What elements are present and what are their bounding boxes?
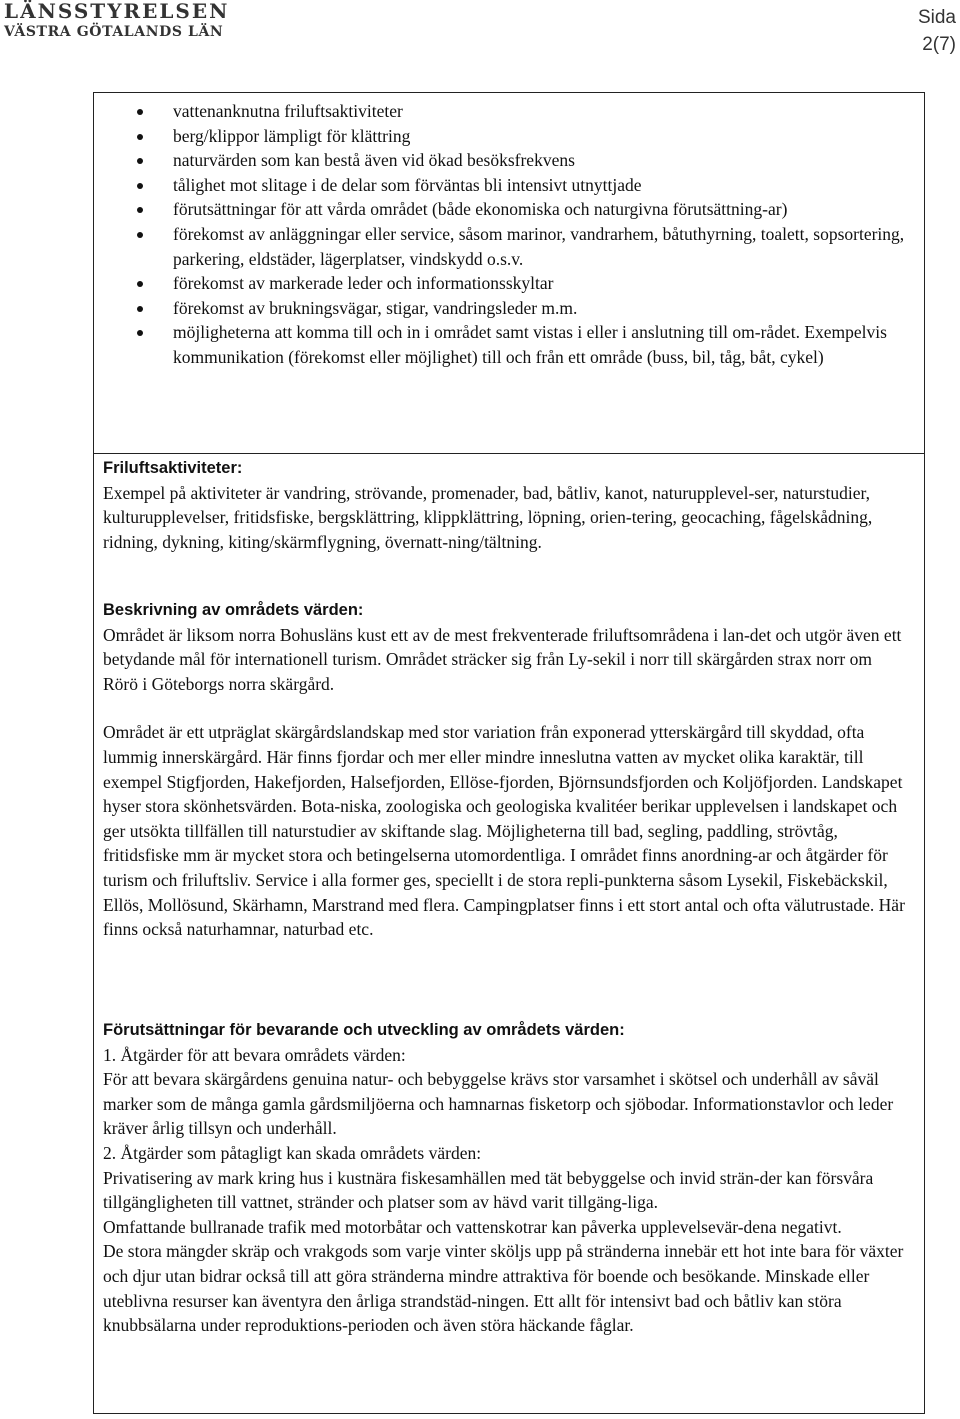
bullet-icon — [137, 134, 143, 140]
preservation-section — [103, 1018, 911, 1338]
agency-logo — [4, 0, 229, 42]
list-item: vattenanknutna friluftsaktiviteter — [173, 99, 905, 124]
friluft-text: Exempel på aktiviteter är vandring, strövande, promenader, bad, båtliv, kanot, naturupplevel-ser, naturstudier, kulturupplevelser, fritidsfiske, bergsklättring, klippklättring, löpning, orien-tering, geocaching, fågelskådning, ridning, dykning, kiting/skärmflygning, övernatt-ning/tältning. — [103, 482, 873, 552]
list-item: möjligheterna att komma till och in i området samt vistas i eller i anslutning till om-rådet. Exempelvis kommunikation (förekomst eller möjlighet) till och från ett område (buss, bil, tåg, båt, cykel) — [173, 320, 905, 369]
preservation-paragraph-2: Omfattande bullranade trafik med motorbåtar och vattenskotrar kan påverka upplevelsevär-dena negativt. — [103, 1216, 842, 1237]
friluft-section — [103, 456, 911, 554]
list-item: förutsättningar för att vårda området (både ekonomiska och naturgivna förutsättning-ar) — [173, 197, 905, 222]
preservation-subheading-2: 2. Åtgärder som påtagligt kan skada områdets värden: — [103, 1142, 482, 1163]
page-number: 2(7) — [922, 34, 956, 55]
values-heading: Beskrivning av områdets värden: — [103, 601, 364, 619]
logo-line-1: LÄNSSTYRELSEN — [4, 0, 230, 23]
preservation-subheading-1: 1. Åtgärder för att bevara områdets värden: — [103, 1044, 406, 1065]
page-number-block — [918, 4, 956, 58]
values-section — [103, 598, 911, 942]
list-item: förekomst av brukningsvägar, stigar, vandringsleder m.m. — [173, 296, 905, 321]
values-paragraph-1: Området är liksom norra Bohusläns kust ett av de mest frekventerade friluftsområdena i lan-det och utgör även ett betydande mål för internationell turism. Området sträcker sig från Ly-sekil i norr till skärgården strax norr om Rörö i Göteborgs norra skärgård. — [103, 624, 902, 694]
preservation-text-1: För att bevara skärgårdens genuina natur- och bebyggelse krävs stor varsamhet i skötsel och underhåll av såväl marker som de många gamla gårdsmiljöerna och hamnarnas fisketorp och sjöbodar. Informationstavlor och leder kräver årlig tillsyn och underhåll. — [103, 1069, 894, 1139]
bullet-icon — [137, 183, 143, 189]
list-item: förekomst av markerade leder och informationsskyltar — [173, 271, 905, 296]
bullet-icon — [137, 109, 143, 115]
bullet-icon — [137, 330, 143, 336]
list-item: förekomst av anläggningar eller service, såsom marinor, vandrarhem, båtuthyrning, toalett, sopsortering, parkering, eldstäder, lägerplatser, vindskydd o.s.v. — [173, 222, 905, 271]
bullet-icon — [137, 207, 143, 213]
list-item: berg/klippor lämpligt för klättring — [173, 124, 905, 149]
logo-line-2: VÄSTRA GÖTALANDS LÄN — [4, 24, 224, 40]
bullet-icon — [137, 306, 143, 312]
bullet-icon — [137, 158, 143, 164]
criteria-list — [103, 99, 905, 370]
criteria-section — [103, 99, 905, 370]
preservation-paragraph-3: De stora mängder skräp och vrakgods som varje vinter sköljs upp på stränderna innebär ett hot inte bara för växter och djur utan bidrar också till att göra stränderna mindre attraktiva för boende och besökande. Minskade eller uteblivna resurser kan äventyra den årliga strandstäd-ningen. Ett allt för intensivt bad och båtliv kan störa knubbsälarna under reproduktions-perioden och även störa häckande fåglar. — [103, 1241, 904, 1336]
bullet-icon — [137, 281, 143, 287]
preservation-heading: Förutsättningar för bevarande och utveckling av områdets värden: — [103, 1021, 625, 1039]
friluft-heading: Friluftsaktiviteter: — [103, 459, 243, 477]
preservation-paragraph-1: Privatisering av mark kring hus i kustnära fiskesamhällen med tät bebyggelse och invid strän-der kan försvåra tillgängligheten till vattnet, stränder och platser som av hävd varit tillgäng-liga. — [103, 1167, 874, 1213]
values-paragraph-2: Området är ett utpräglat skärgårdslandskap med stor variation från exponerad ytterskärgård till skyddad, ofta lummig innerskärgård. Här finns fjordar och mer eller mindre inneslutna vatten av mycket olika karaktär, till exempel Stigfjorden, Hakefjorden, Halsefjorden, Ellöse-fjorden, Björnsundsfjorden och Koljöfjorden. Landskapet hyser stora skönhetsvärden. Bota-niska, zoologiska och geologiska kvalitéer berikar upplevelsen i landskapet och ger utsökta tillfällen till naturstudier av skiftande slag. Möjligheterna till bad, segling, paddling, strövtåg, fritidsfiske mm är mycket stora och betingelserna utomordentliga. I området finns anordning-ar och åtgärder för turism och friluftsliv. Service i alla former ges, speciellt i de stora repli-punkterna såsom Lysekil, Fiskebäckskil, Ellös, Mollösund, Skärhamn, Marstrand med flera. Campingplatser finns i ett stort antal och ofta välutrustade. Här finns också naturhamnar, naturbad etc. — [103, 722, 905, 940]
list-item: naturvärden som kan bestå även vid ökad besöksfrekvens — [173, 148, 905, 173]
list-item: tålighet mot slitage i de delar som förväntas bli intensivt utnyttjade — [173, 173, 905, 198]
page-label: Sida — [917, 7, 956, 28]
bullet-icon — [137, 232, 143, 238]
